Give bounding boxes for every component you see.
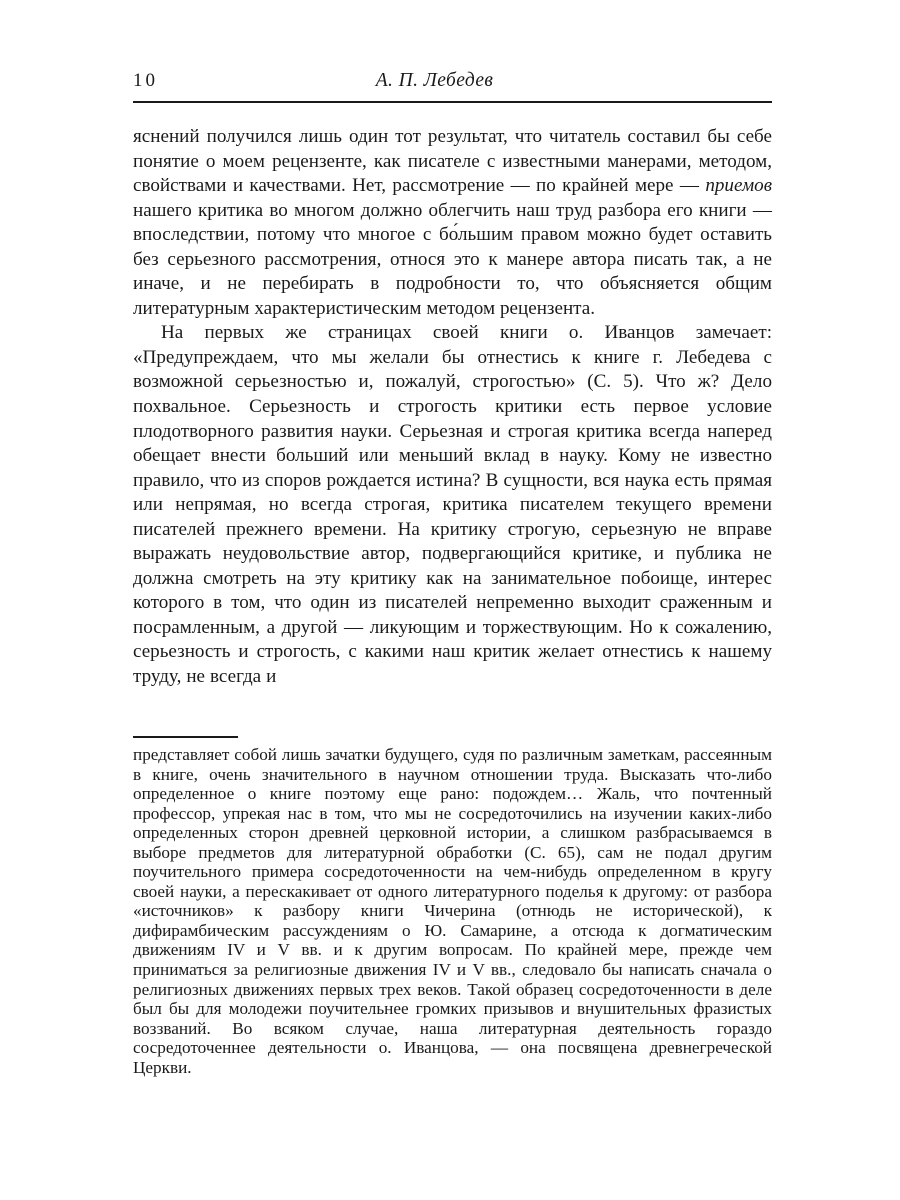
- footnote-paragraph: [133, 745, 772, 1077]
- page-number: 10: [133, 70, 158, 91]
- body-text-block: [133, 125, 772, 690]
- text-run: яснений получился лишь один тот результат, что читатель составил бы себе понятие о моем рецензенте, как писателе с известными манерами, методом, свойствами и качествами. Нет, рассмотрение — по крайней мере —: [133, 126, 772, 197]
- footnote-divider: [133, 736, 238, 738]
- running-title-author: А. П. Лебедев: [375, 70, 494, 91]
- running-head: [133, 68, 772, 98]
- emphasis-text: приемов: [705, 175, 772, 197]
- body-paragraph: [133, 321, 772, 689]
- body-paragraph: [133, 125, 772, 321]
- text-run: представляет собой лишь зачатки будущего, судя по различным заметкам, рассеянным в книге, очень значительного в научном отношении труда. Высказать что-либо определенное о книге поэтому еще рано: подождем… Жаль, что почтенный профессор, упрекая нас в том, что мы не сосредоточились на изучении каких-либо определенных сторон древней церковной истории, а слишком разбрасываемся в выборе предметов для литературной обработки (С. 65), сам не подал другим поучительного примера сосредоточенности на чем-нибудь определенном в кругу своей науки, а перескакивает от одного литературного поделья к другому: от разбора «источников» к разбору книги Чичерина (отнюдь не исторической), к дифирамбическим рассуждениям о Ю. Самарине, а отсюда к догматическим движениям IV и V вв. и к другим вопросам. По крайней мере, прежде чем приниматься за религиозные движения IV и V вв., следовало бы написать сначала о религиозных движениях первых трех веков. Такой образец сосредоточенности в деле был бы для молодежи поучительнее громких призывов и внушительных фразистых воззваний. Во всяком случае, наша литературная деятельность гораздо сосредоточеннее деятельности о. Иванцова, — она посвящена древнегреческой Церкви.: [133, 745, 772, 1077]
- text-run: нашего критика во многом должно облегчить наш труд разбора его книги — впоследствии, потому что многое с бо́льшим правом можно будет оставить без серьезного рассмотрения, относя это к манере автора писать так, а не иначе, и не перебирать в подробности то, что объясняется общим литературным характеристическим методом рецензента.: [133, 199, 772, 319]
- header-divider: [133, 101, 772, 103]
- footnote-text-block: [133, 745, 772, 1077]
- text-run: На первых же страницах своей книги о. Иванцов замечает: «Предупреждаем, что мы желали бы отнестись к книге г. Лебедева с возможной серьезностью и, пожалуй, строгостью» (С. 5). Что ж? Дело похвальное. Серьезность и строгость критики есть первое условие плодотворного развития науки. Серьезная и строгая критика всегда наперед обещает внести больший или меньший вклад в науку. Кому не известно правило, что из споров рождается истина? В сущности, вся наука есть прямая или непрямая, но всегда строгая, критика писателем текущего времени писателей прежнего времени. На критику строгую, серьезную не вправе выражать неудовольствие автор, подвергающийся критике, и публика не должна смотреть на эту критику как на занимательное побоище, интерес которого в том, что один из писателей непременно выходит сраженным и посрамленным, а другой — ликующим и торжествующим. Но к сожалению, серьезность и строгость, с какими наш критик желает отнестись к нашему труду, не всегда и: [133, 322, 772, 688]
